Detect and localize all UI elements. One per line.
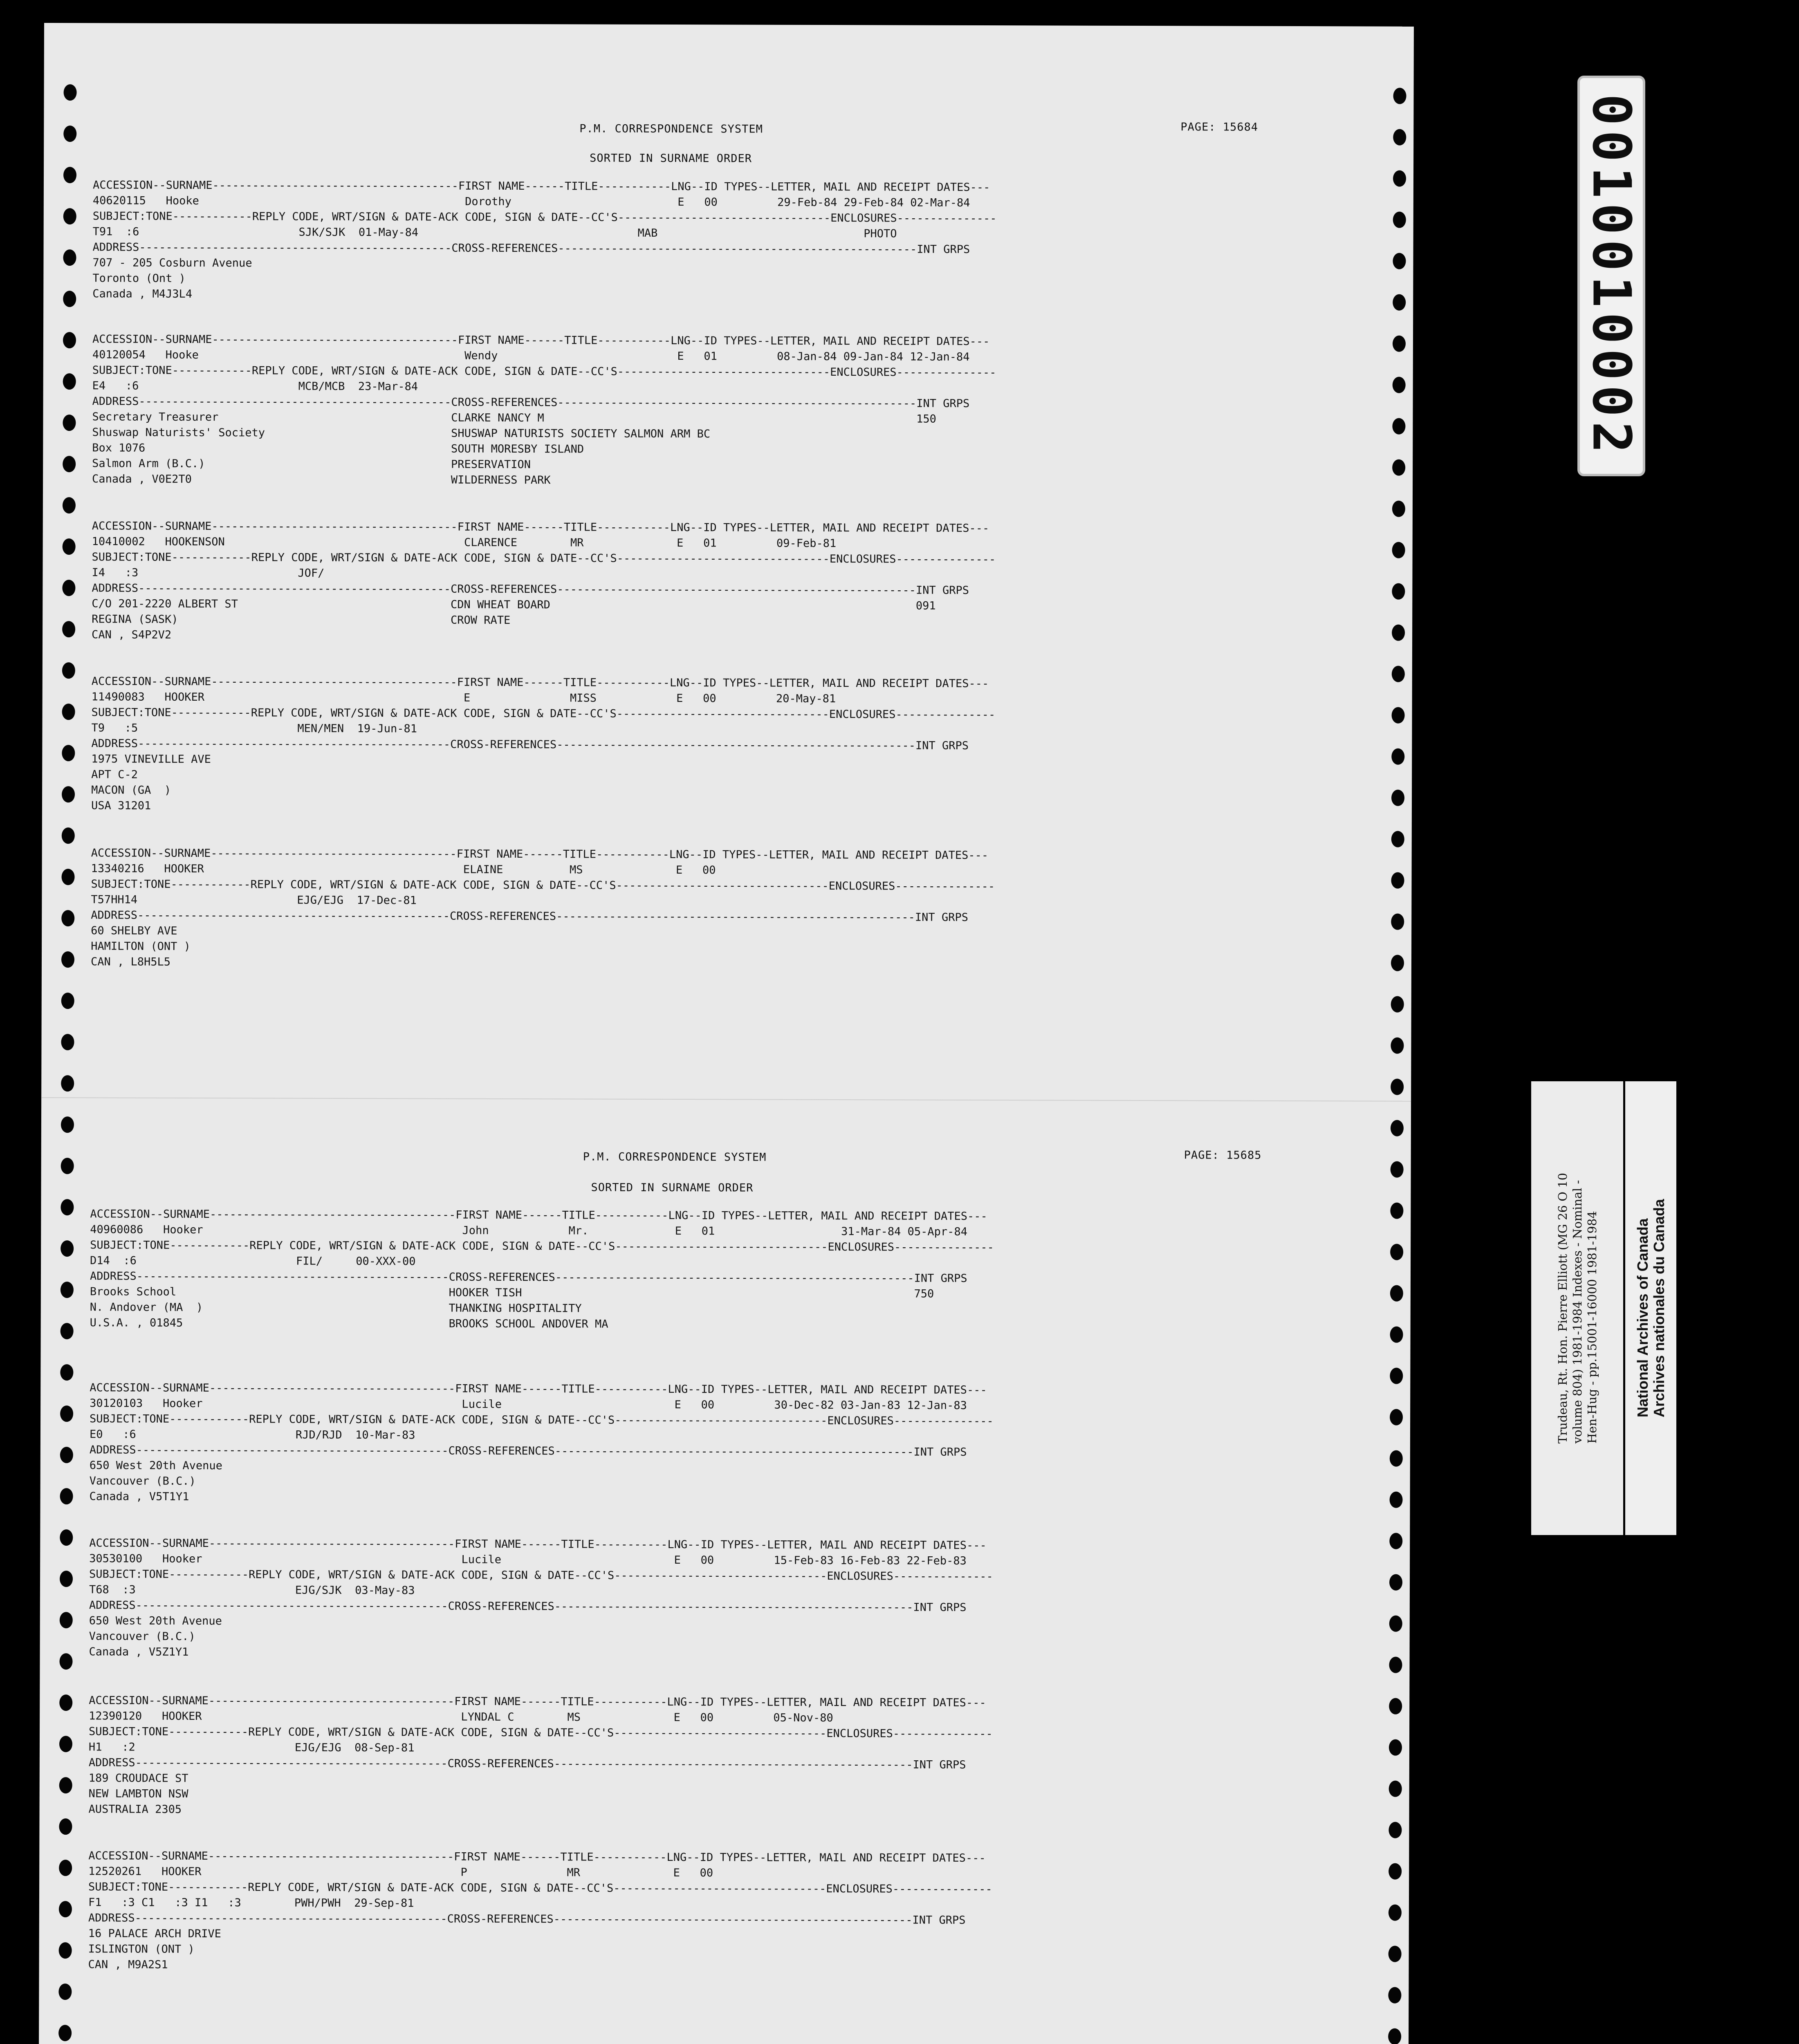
feed-hole-left: [62, 662, 75, 679]
feed-hole-right: [1392, 707, 1405, 724]
feed-hole-right: [1393, 377, 1406, 393]
feed-hole-left: [61, 910, 74, 926]
record-block: ACCESSION--SURNAME-------------------------------------FIRST NAME------TITLE-----------LNG--ID TYPES--LETTER, MAIL AND RECEIPT DATES--- 12390120 HOOKER LYNDAL C MS E 00 05-Nov-80 SUBJECT:TONE------------REPLY CODE, WRT/SIGN & DATE-ACK CODE, SIGN & DATE--CC'S--------------------------------ENCLOSURES--------------- H1 :2 EJG/EJG 08-Sep-81 ADDRESS-----------------------------------------------CROSS-REFERENCES------------------------------------------------------INT GRPS 189 CROUDACE ST NEW LAMBTON NSW AUSTRALIA 2305: [88, 1694, 993, 1816]
feed-hole-right: [1392, 666, 1405, 682]
feed-hole-right: [1393, 88, 1406, 104]
feed-hole-left: [59, 1694, 72, 1711]
feed-hole-left: [63, 456, 76, 472]
feed-hole-left: [62, 704, 75, 720]
feed-hole-left: [61, 1075, 74, 1091]
feed-hole-left: [61, 1282, 74, 1298]
record-block: ACCESSION--SURNAME-------------------------------------FIRST NAME------TITLE-----------LNG--ID TYPES--LETTER, MAIL AND RECEIPT DATES--- 11490083 HOOKER E MISS E 00 20-May-81 SUBJECT:TONE------------REPLY CODE, WRT/SIGN & DATE-ACK CODE, SIGN & DATE--CC'S--------------------------------ENCLOSURES--------------- T9 :5 MEN/MEN 19-Jun-81 ADDRESS-----------------------------------------------CROSS-REFERENCES------------------------------------------------------INT GRPS 1975 VINEVILLE AVE APT C-2 MACON (GA ) USA 31201: [91, 675, 996, 812]
page-15684: [44, 23, 1414, 968]
feed-hole-right: [1391, 831, 1404, 847]
feed-hole-left: [59, 1736, 72, 1752]
finding-aid-line: volume 804) 1981-1984 Indexes - Nominal -: [1570, 1180, 1584, 1444]
page-number: PAGE: 15685: [1184, 1149, 1262, 1162]
tractor-feed-holes: [44, 23, 1414, 27]
feed-hole-left: [60, 1571, 73, 1587]
feed-hole-left: [63, 332, 76, 348]
microfilm-frame-number: 0010010002: [1577, 76, 1645, 476]
feed-hole-right: [1390, 1244, 1403, 1260]
feed-hole-right: [1389, 1863, 1402, 1880]
feed-hole-left: [61, 1116, 74, 1133]
feed-hole-right: [1390, 1203, 1403, 1219]
feed-hole-right: [1392, 625, 1405, 641]
feed-hole-left: [59, 1860, 72, 1876]
feed-hole-right: [1389, 1657, 1402, 1673]
feed-hole-left: [61, 869, 74, 885]
feed-hole-right: [1391, 872, 1404, 889]
feed-hole-right: [1389, 1739, 1402, 1756]
feed-hole-right: [1390, 1285, 1403, 1302]
feed-hole-left: [62, 745, 75, 761]
feed-hole-right: [1391, 1120, 1404, 1136]
feed-hole-right: [1391, 790, 1404, 806]
feed-hole-right: [1391, 749, 1404, 765]
feed-hole-right: [1392, 459, 1405, 476]
record-block: ACCESSION--SURNAME-------------------------------------FIRST NAME------TITLE-----------LNG--ID TYPES--LETTER, MAIL AND RECEIPT DATES--- 40620115 Hooke Dorothy E 00 29-Feb-84 29-Feb-84 02-Mar-84 SUBJECT:TONE------------REPLY CODE, WRT/SIGN & DATE-ACK CODE, SIGN & DATE--CC'S--------------------------------ENCLOSURES--------------- T91 :6 SJK/SJK 01-May-84 MAB PHOTO ADDRESS-----------------------------------------------CROSS-REFERENCES------------------------------------------------------INT GRPS 707 - 205 Cosburn Avenue Toronto (Ont ) Canada , M4J3L4: [92, 179, 997, 300]
system-title: P.M. CORRESPONDENCE SYSTEM: [583, 1150, 767, 1164]
record-block: ACCESSION--SURNAME-------------------------------------FIRST NAME------TITLE-----------LNG--ID TYPES--LETTER, MAIL AND RECEIPT DATES--- 10410002 HOOKENSON CLARENCE MR E 01 09-Feb-81 SUBJECT:TONE------------REPLY CODE, WRT/SIGN & DATE-ACK CODE, SIGN & DATE--CC'S--------------------------------ENCLOSURES--------------- I4 :3 JOF/ ADDRESS-----------------------------------------------CROSS-REFERENCES------------------------------------------------------INT GRPS C/O 201-2220 ALBERT ST CDN WHEAT BOARD 091 REGINA (SASK) CROW RATE CAN , S4P2V2: [92, 520, 996, 641]
feed-hole-right: [1391, 1161, 1404, 1178]
feed-hole-right: [1392, 583, 1405, 600]
page-number: PAGE: 15684: [1180, 121, 1258, 134]
feed-hole-left: [62, 621, 75, 637]
system-title: P.M. CORRESPONDENCE SYSTEM: [579, 122, 763, 136]
feed-hole-left: [62, 580, 75, 596]
feed-hole-left: [58, 1983, 72, 2000]
finding-aid-line: Hen-Hug - pp.15001-16000 1981-1984: [1585, 1211, 1599, 1444]
feed-hole-left: [60, 1364, 73, 1381]
feed-hole-right: [1389, 1781, 1402, 1797]
feed-hole-left: [60, 1488, 73, 1504]
record-block: ACCESSION--SURNAME-------------------------------------FIRST NAME------TITLE-----------LNG--ID TYPES--LETTER, MAIL AND RECEIPT DATES--- 30120103 Hooker Lucile E 00 30-Dec-82 03-Jan-83 12-Jan-83 SUBJECT:TONE------------REPLY CODE, WRT/SIGN & DATE-ACK CODE, SIGN & DATE--CC'S--------------------------------ENCLOSURES--------------- E0 :6 RJD/RJD 10-Mar-83 ADDRESS-----------------------------------------------CROSS-REFERENCES------------------------------------------------------INT GRPS 650 West 20th Avenue Vancouver (B.C.) Canada , V5T1Y1: [89, 1381, 994, 1503]
page-perforation: [41, 1097, 1411, 1102]
feed-hole-right: [1391, 914, 1404, 930]
feed-hole-right: [1392, 501, 1405, 517]
feed-hole-right: [1388, 1987, 1401, 2004]
record-block: ACCESSION--SURNAME-------------------------------------FIRST NAME------TITLE-----------LNG--ID TYPES--LETTER, MAIL AND RECEIPT DATES--- 40120054 Hooke Wendy E 01 08-Jan-84 09-Jan-84 12-Jan-84 SUBJECT:TONE------------REPLY CODE, WRT/SIGN & DATE-ACK CODE, SIGN & DATE--CC'S--------------------------------ENCLOSURES--------------- E4 :6 MCB/MCB 23-Mar-84 ADDRESS-----------------------------------------------CROSS-REFERENCES------------------------------------------------------INT GRPS Secretary Treasurer CLARKE NANCY M 150 Shuswap Naturists' Society SHUSWAP NATURISTS SOCIETY SALMON ARM BC Box 1076 SOUTH MORESBY ISLAND Salmon Arm (B.C.) PRESERVATION Canada , V0E2T0 WILDERNESS PARK: [92, 333, 996, 487]
feed-hole-right: [1390, 1492, 1403, 1508]
feed-hole-left: [61, 1199, 74, 1215]
feed-hole-right: [1393, 170, 1406, 187]
feed-hole-left: [58, 2025, 72, 2041]
feed-hole-right: [1391, 1038, 1404, 1054]
record-block: ACCESSION--SURNAME-------------------------------------FIRST NAME------TITLE-----------LNG--ID TYPES--LETTER, MAIL AND RECEIPT DATES--- 13340216 HOOKER ELAINE MS E 00 SUBJECT:TONE------------REPLY CODE, WRT/SIGN & DATE-ACK CODE, SIGN & DATE--CC'S--------------------------------ENCLOSURES--------------- T57HH14 EJG/EJG 17-Dec-81 ADDRESS-----------------------------------------------CROSS-REFERENCES------------------------------------------------------INT GRPS 60 SHELBY AVE HAMILTON (ONT ) CAN , L8H5L5: [90, 847, 995, 968]
feed-hole-right: [1389, 1946, 1402, 1962]
sort-title: SORTED IN SURNAME ORDER: [590, 152, 752, 165]
archive-label: [1625, 1081, 1676, 1535]
feed-hole-left: [60, 1612, 73, 1628]
feed-hole-left: [63, 373, 76, 390]
feed-hole-left: [63, 538, 76, 555]
feed-hole-right: [1389, 1533, 1402, 1549]
feed-hole-right: [1391, 996, 1404, 1013]
feed-hole-left: [62, 786, 75, 802]
feed-hole-right: [1390, 1409, 1403, 1425]
record-block: ACCESSION--SURNAME-------------------------------------FIRST NAME------TITLE-----------LNG--ID TYPES--LETTER, MAIL AND RECEIPT DATES--- 40960086 Hooker John Mr. E 01 31-Mar-84 05-Apr-84 SUBJECT:TONE------------REPLY CODE, WRT/SIGN & DATE-ACK CODE, SIGN & DATE--CC'S--------------------------------ENCLOSURES--------------- D14 :6 FIL/ 00-XXX-00 ADDRESS-----------------------------------------------CROSS-REFERENCES------------------------------------------------------INT GRPS Brooks School HOOKER TISH 750 N. Andover (MA ) THANKING HOSPITALITY U.S.A. , 01845 BROOKS SCHOOL ANDOVER MA: [90, 1208, 994, 1331]
feed-hole-right: [1389, 1698, 1402, 1715]
feed-hole-left: [59, 1818, 72, 1835]
feed-hole-left: [63, 497, 76, 513]
feed-hole-left: [63, 126, 76, 142]
feed-hole-left: [64, 84, 77, 101]
feed-hole-left: [59, 1901, 72, 1917]
feed-hole-right: [1393, 336, 1406, 352]
feed-hole-right: [1389, 1822, 1402, 1838]
feed-hole-right: [1389, 1616, 1402, 1632]
feed-hole-left: [61, 1240, 74, 1257]
feed-hole-left: [63, 167, 76, 183]
feed-hole-right: [1388, 2028, 1401, 2044]
archive-name-fr: Archives nationales du Canada: [1650, 1199, 1667, 1418]
feed-hole-left: [61, 951, 74, 968]
feed-hole-right: [1393, 212, 1406, 228]
feed-hole-left: [61, 1034, 74, 1050]
feed-hole-right: [1389, 1574, 1402, 1591]
feed-hole-left: [60, 1405, 73, 1422]
feed-hole-left: [62, 827, 75, 844]
feed-hole-right: [1393, 253, 1406, 269]
finding-aid-label: [1531, 1081, 1623, 1535]
feed-hole-right: [1392, 418, 1405, 435]
finding-aid-line: Trudeau, Rt. Hon. Pierre Elliott (MG 26 O 10: [1555, 1172, 1570, 1444]
feed-hole-right: [1391, 955, 1404, 971]
feed-hole-left: [60, 1447, 73, 1463]
feed-hole-right: [1390, 1327, 1403, 1343]
feed-hole-left: [59, 1777, 72, 1793]
feed-hole-right: [1391, 1079, 1404, 1095]
archive-name-en: National Archives of Canada: [1634, 1218, 1651, 1418]
feed-hole-left: [63, 249, 76, 266]
feed-hole-left: [60, 1529, 73, 1546]
feed-hole-left: [59, 1653, 72, 1670]
feed-hole-left: [59, 1942, 72, 1959]
feed-hole-right: [1390, 1368, 1403, 1384]
record-block: ACCESSION--SURNAME-------------------------------------FIRST NAME------TITLE-----------LNG--ID TYPES--LETTER, MAIL AND RECEIPT DATES--- 30530100 Hooker Lucile E 00 15-Feb-83 16-Feb-83 22-Feb-83 SUBJECT:TONE------------REPLY CODE, WRT/SIGN & DATE-ACK CODE, SIGN & DATE--CC'S--------------------------------ENCLOSURES--------------- T68 :3 EJG/SJK 03-May-83 ADDRESS-----------------------------------------------CROSS-REFERENCES------------------------------------------------------INT GRPS 650 West 20th Avenue Vancouver (B.C.) Canada , V5Z1Y1: [89, 1537, 993, 1659]
sort-title: SORTED IN SURNAME ORDER: [591, 1181, 754, 1195]
feed-hole-right: [1393, 294, 1406, 311]
record-block: ACCESSION--SURNAME-------------------------------------FIRST NAME------TITLE-----------LNG--ID TYPES--LETTER, MAIL AND RECEIPT DATES--- 12520261 HOOKER P MR E 00 SUBJECT:TONE------------REPLY CODE, WRT/SIGN & DATE-ACK CODE, SIGN & DATE--CC'S--------------------------------ENCLOSURES--------------- F1 :3 C1 :3 I1 :3 PWH/PWH 29-Sep-81 ADDRESS-----------------------------------------------CROSS-REFERENCES------------------------------------------------------INT GRPS 16 PALACE ARCH DRIVE ISLINGTON (ONT ) CAN , M9A2S1: [88, 1849, 992, 1971]
feed-hole-left: [61, 1158, 74, 1174]
feed-hole-left: [63, 291, 76, 307]
feed-hole-left: [63, 415, 76, 431]
feed-hole-right: [1392, 542, 1405, 558]
feed-hole-right: [1390, 1450, 1403, 1467]
feed-hole-right: [1393, 129, 1406, 146]
feed-hole-right: [1389, 1905, 1402, 1921]
feed-hole-left: [61, 993, 74, 1009]
printout-sheet: [39, 23, 1414, 2044]
feed-hole-left: [63, 208, 76, 224]
feed-hole-left: [61, 1323, 74, 1339]
